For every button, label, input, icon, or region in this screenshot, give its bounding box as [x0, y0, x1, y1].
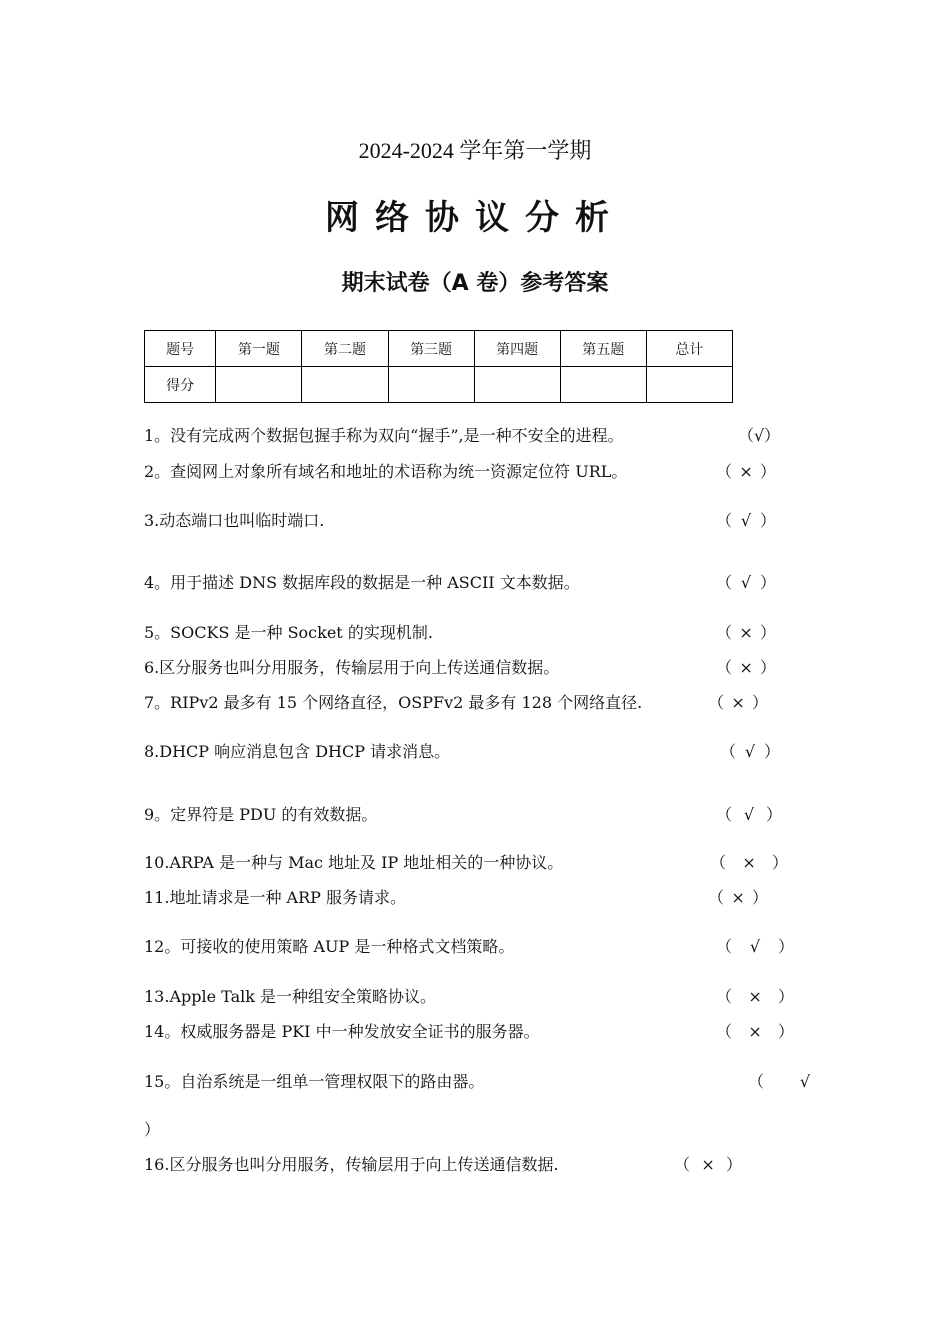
paren-close: ）	[144, 1120, 161, 1139]
score-cell[interactable]	[302, 367, 388, 403]
answer-6	[716, 655, 776, 678]
score-cell[interactable]	[646, 367, 732, 403]
score-cell[interactable]	[560, 367, 646, 403]
answer-15-open	[748, 1069, 810, 1092]
paren-close: ）	[760, 573, 777, 592]
score-cell[interactable]	[474, 367, 560, 403]
paren-open: （	[708, 693, 725, 712]
answer-mark: ×	[748, 1022, 762, 1041]
paren-open: （	[716, 573, 733, 592]
paren-close: ）	[778, 1022, 795, 1041]
header-cell: 第四题	[474, 331, 560, 367]
row-label-cell: 得分	[145, 367, 216, 403]
answer-10	[710, 850, 788, 873]
answer-mark: √	[743, 805, 755, 824]
exam-subtitle: 期末试卷（A 卷）参考答案	[341, 271, 609, 296]
paren-close: ）	[760, 658, 777, 677]
answer-mark: ×	[742, 853, 756, 872]
paren-open: （	[716, 805, 733, 824]
paren-close: ）	[764, 426, 781, 445]
answer-mark: ×	[701, 1155, 715, 1174]
answer-mark: √	[740, 573, 752, 592]
answer-9	[716, 802, 782, 825]
paren-open: （	[708, 888, 725, 907]
question-15: 15。自治系统是一组单一管理权限下的路由器。	[144, 1072, 485, 1091]
answer-3	[716, 508, 776, 531]
course-title: 网络协议分析	[325, 198, 625, 238]
question-11: 11.地址请求是一种 ARP 服务请求。	[144, 888, 406, 907]
answer-14	[716, 1019, 794, 1042]
question-7: 7。RIPv2 最多有 15 个网络直径，OSPFv2 最多有 128 个网络直径.	[144, 693, 643, 712]
question-13: 13.Apple Talk 是一种组安全策略协议。	[144, 987, 437, 1006]
score-cell[interactable]	[216, 367, 302, 403]
score-table-score-row	[145, 367, 733, 403]
answer-11	[708, 885, 768, 908]
answer-mark: ×	[739, 462, 753, 481]
question-14: 14。权威服务器是 PKI 中一种发放安全证书的服务器。	[144, 1022, 540, 1041]
question-1: 1。没有完成两个数据包握手称为双向“握手”,是一种不安全的进程。	[144, 426, 624, 445]
answer-1	[738, 423, 780, 446]
answer-mark: ×	[731, 888, 745, 907]
answer-7	[708, 690, 768, 713]
paren-close: ）	[778, 937, 795, 956]
answer-8	[720, 739, 780, 762]
paren-open: （	[748, 1072, 765, 1091]
answer-13	[716, 984, 794, 1007]
paren-open: （	[720, 742, 737, 761]
answer-15-close	[144, 1117, 160, 1140]
answer-mark: ×	[731, 693, 745, 712]
answer-mark: √	[799, 1072, 811, 1091]
paren-open: （	[716, 937, 733, 956]
question-9: 9。定界符是 PDU 的有效数据。	[144, 805, 378, 824]
header-cell: 第三题	[388, 331, 474, 367]
paren-open: （	[716, 658, 733, 677]
score-table	[144, 330, 733, 403]
question-10: 10.ARPA 是一种与 Mac 地址及 IP 地址相关的一种协议。	[144, 853, 564, 872]
question-12: 12。可接收的使用策略 AUP 是一种格式文档策略。	[144, 937, 515, 956]
header-cell: 总计	[646, 331, 732, 367]
answer-mark: ×	[748, 987, 762, 1006]
header-cell: 第二题	[302, 331, 388, 367]
question-5: 5。SOCKS 是一种 Socket 的实现机制.	[144, 623, 433, 642]
term-line: 2024-2024 学年第一学期	[358, 138, 592, 163]
paren-close: ）	[778, 987, 795, 1006]
question-16: 16.区分服务也叫分用服务，传输层用于向上传送通信数据.	[144, 1155, 559, 1174]
paren-open: （	[716, 1022, 733, 1041]
answer-mark: ×	[739, 623, 753, 642]
answer-5	[716, 620, 776, 643]
answer-4	[716, 570, 776, 593]
answer-mark: √	[744, 742, 756, 761]
paren-close: ）	[760, 511, 777, 530]
header-cell: 第一题	[216, 331, 302, 367]
answer-mark: √	[749, 937, 761, 956]
question-2: 2。查阅网上对象所有域名和地址的术语称为统一资源定位符 URL。	[144, 462, 628, 481]
answer-12	[716, 934, 794, 957]
paren-open: （	[674, 1155, 691, 1174]
answer-mark: √	[754, 426, 765, 445]
paren-open: （	[716, 987, 733, 1006]
paren-close: ）	[760, 462, 777, 481]
answer-16	[674, 1152, 742, 1175]
answer-mark: √	[740, 511, 752, 530]
paren-close: ）	[760, 623, 777, 642]
paren-close: ）	[766, 805, 783, 824]
paren-open: （	[716, 462, 733, 481]
paren-open: （	[716, 511, 733, 530]
paren-open: （	[716, 623, 733, 642]
header-cell: 题号	[145, 331, 216, 367]
paren-close: ）	[726, 1155, 743, 1174]
paren-close: ）	[764, 742, 781, 761]
score-cell[interactable]	[388, 367, 474, 403]
paren-open: （	[710, 853, 727, 872]
question-3: 3.动态端口也叫临时端口.	[144, 511, 325, 530]
score-table-header-row	[145, 331, 733, 367]
paren-close: ）	[752, 693, 769, 712]
paren-open: （	[738, 426, 755, 445]
question-6: 6.区分服务也叫分用服务，传输层用于向上传送通信数据。	[144, 658, 560, 677]
answer-mark: ×	[739, 658, 753, 677]
question-8: 8.DHCP 响应消息包含 DHCP 请求消息。	[144, 742, 451, 761]
header-cell: 第五题	[560, 331, 646, 367]
paren-close: ）	[752, 888, 769, 907]
answer-2	[716, 459, 776, 482]
question-4: 4。用于描述 DNS 数据库段的数据是一种 ASCII 文本数据。	[144, 573, 580, 592]
paren-close: ）	[772, 853, 789, 872]
